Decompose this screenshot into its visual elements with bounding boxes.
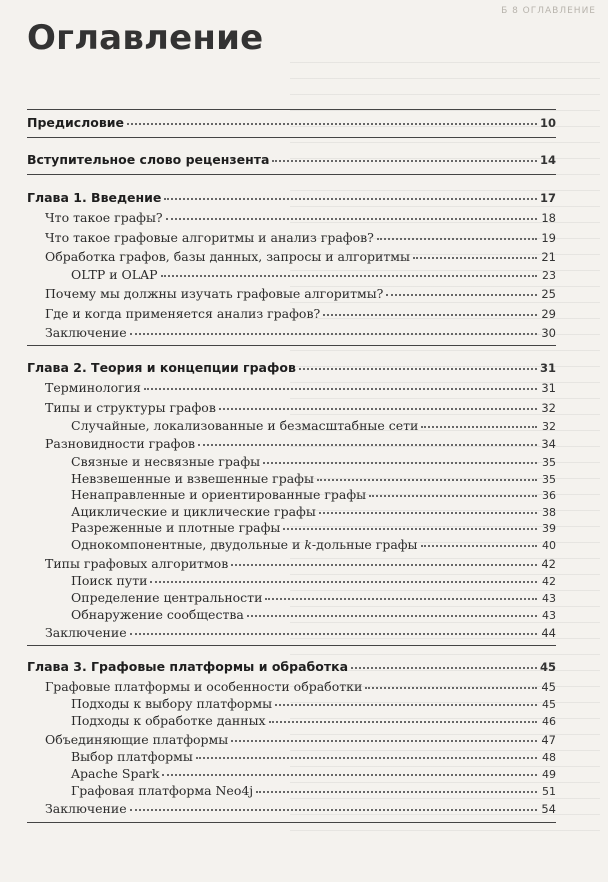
dot-leader — [272, 151, 537, 162]
dot-leader — [413, 248, 537, 259]
dot-leader — [421, 417, 537, 428]
entry-title: Вступительное слово рецензента — [27, 152, 270, 167]
page-number: 42 — [541, 556, 556, 571]
entry-title: Типы и структуры графов — [45, 399, 216, 415]
dot-leader — [351, 658, 537, 669]
dot-leader — [130, 324, 537, 335]
toc-section-entry — [27, 304, 556, 324]
entry-title: Выбор платформы — [71, 749, 193, 765]
dot-leader — [365, 678, 537, 689]
dot-leader — [263, 453, 537, 464]
dot-leader — [377, 229, 537, 240]
toc-chapter-entry — [27, 358, 556, 378]
entry-title: Подходы к обработке данных — [71, 713, 266, 729]
entry-title: Почему мы должны изучать графовые алгоритмы? — [45, 285, 384, 301]
page-number: 42 — [542, 575, 556, 589]
page-number: 32 — [542, 419, 556, 433]
page-number: 36 — [542, 489, 556, 503]
toc-subsection-entry — [27, 454, 556, 471]
entry-title: Случайные, локализованные и безмасштабные сети — [71, 417, 419, 433]
toc-subsection-entry — [27, 487, 556, 504]
entry-title: Apache Spark — [71, 766, 160, 782]
toc-subsection-entry — [27, 749, 556, 766]
entry-title: Обнаружение сообщества — [71, 606, 244, 622]
toc-chapter-entry — [27, 188, 556, 208]
toc-subsection-entry — [27, 537, 556, 554]
page-number: 17 — [539, 191, 556, 205]
page-number: 31 — [539, 361, 556, 376]
dot-leader — [219, 399, 537, 410]
toc-block — [27, 138, 556, 175]
toc-section-entry — [27, 623, 556, 643]
entry-title: Объединяющие платформы — [45, 731, 229, 747]
toc-subsection-entry — [27, 590, 556, 607]
toc-section-entry — [27, 398, 556, 418]
toc-chapter-entry — [27, 150, 556, 170]
dot-leader — [283, 519, 537, 530]
page-number: 30 — [541, 326, 556, 341]
dot-leader — [369, 486, 537, 497]
entry-title: Предисловие — [27, 115, 125, 130]
dot-leader — [130, 624, 537, 635]
entry-title: Определение центральности — [71, 589, 263, 605]
page-number: 48 — [542, 751, 556, 765]
toc-subsection-entry — [27, 418, 556, 435]
page-title: Оглавление — [27, 18, 264, 58]
page-number: 34 — [541, 437, 556, 452]
running-head: Б 8 ОГЛАВЛЕНИЕ — [501, 6, 596, 16]
page-number: 35 — [542, 472, 556, 486]
page-number: 43 — [542, 608, 556, 622]
entry-title: Графовая платформа Neo4j — [71, 782, 254, 798]
dot-leader — [198, 435, 537, 446]
entry-title: Поиск пути — [71, 573, 148, 589]
entry-title: Глава 1. Введение — [27, 190, 162, 205]
dot-leader — [299, 359, 537, 370]
page-number: 23 — [542, 269, 556, 283]
table-of-contents — [27, 109, 556, 823]
toc-section-entry — [27, 730, 556, 750]
entry-title: Что такое графы? — [45, 209, 163, 225]
entry-title: Подходы к выбору платформы — [71, 696, 273, 712]
dot-leader — [196, 748, 537, 759]
page-number: 49 — [542, 768, 556, 782]
page-number: 43 — [542, 591, 556, 605]
entry-title: Ациклические и циклические графы — [71, 503, 316, 519]
dot-leader — [247, 606, 537, 617]
toc-subsection-entry — [27, 267, 556, 284]
toc-block — [27, 109, 556, 138]
dot-leader — [323, 305, 537, 316]
entry-title: Заключение — [45, 325, 127, 341]
toc-subsection-entry — [27, 766, 556, 783]
entry-title: Графовые платформы и особенности обработки — [45, 678, 363, 694]
toc-block — [27, 646, 556, 823]
page-number: 51 — [542, 784, 556, 798]
toc-subsection-entry — [27, 696, 556, 713]
toc-section-entry — [27, 799, 556, 819]
entry-title: Типы графовых алгоритмов — [45, 555, 229, 571]
entry-title: Обработка графов, базы данных, запросы и алгоритмы — [45, 249, 410, 265]
dot-leader — [164, 189, 537, 200]
dot-leader — [256, 782, 537, 793]
page-number: 31 — [541, 380, 556, 395]
toc-section-entry — [27, 208, 556, 228]
entry-title: Что такое графовые алгоритмы и анализ графов? — [45, 229, 374, 245]
entry-title: Невзвешенные и взвешенные графы — [71, 470, 314, 486]
toc-section-entry — [27, 247, 556, 267]
toc-chapter-entry — [27, 113, 556, 133]
toc-block — [27, 346, 556, 646]
entry-title: Глава 3. Графовые платформы и обработка — [27, 658, 349, 674]
entry-title: Разновидности графов — [45, 436, 196, 452]
toc-subsection-entry — [27, 783, 556, 800]
page-number: 40 — [542, 538, 556, 552]
entry-title: OLTP и OLAP — [71, 267, 158, 283]
toc-section-entry — [27, 284, 556, 304]
toc-section-entry — [27, 228, 556, 248]
toc-block — [27, 175, 556, 346]
entry-title: Однокомпонентные, двудольные и k-дольные графы — [71, 536, 418, 552]
page-number: 21 — [541, 250, 556, 265]
page-number: 29 — [541, 306, 556, 321]
page-number: 45 — [542, 698, 556, 712]
page-number: 25 — [541, 286, 556, 301]
page-number: 35 — [542, 455, 556, 469]
toc-section-entry — [27, 378, 556, 398]
dot-leader — [275, 695, 537, 706]
toc-subsection-entry — [27, 471, 556, 488]
page-number: 39 — [542, 522, 556, 536]
toc-section-entry — [27, 434, 556, 454]
toc-subsection-entry — [27, 607, 556, 624]
toc-subsection-entry — [27, 713, 556, 730]
page-number: 46 — [542, 715, 556, 729]
toc-section-entry — [27, 554, 556, 574]
page-number: 45 — [539, 659, 556, 674]
dot-leader — [127, 114, 537, 125]
page-number: 32 — [541, 400, 556, 415]
dot-leader — [130, 800, 537, 811]
page-number: 44 — [541, 626, 556, 641]
page-number: 54 — [541, 802, 556, 817]
page-number: 10 — [539, 116, 556, 130]
toc-subsection-entry — [27, 520, 556, 537]
page-number: 38 — [542, 505, 556, 519]
toc-subsection-entry — [27, 504, 556, 521]
dot-leader — [317, 470, 537, 481]
entry-title: Глава 2. Теория и концепции графов — [27, 360, 296, 376]
entry-title: Заключение — [45, 625, 127, 641]
toc-section-entry — [27, 677, 556, 697]
dot-leader — [161, 266, 537, 277]
toc-chapter-entry — [27, 657, 556, 677]
toc-subsection-entry — [27, 573, 556, 590]
entry-title: Связные и несвязные графы — [71, 453, 261, 469]
entry-title: Разреженные и плотные графы — [71, 520, 281, 536]
dot-leader — [166, 209, 537, 220]
page-number: 19 — [541, 230, 556, 245]
dot-leader — [269, 712, 537, 723]
dot-leader — [231, 555, 537, 566]
dot-leader — [231, 731, 537, 742]
dot-leader — [144, 379, 537, 390]
dot-leader — [386, 285, 537, 296]
page-number: 47 — [541, 732, 556, 747]
dot-leader — [265, 589, 537, 600]
entry-title: Ненаправленные и ориентированные графы — [71, 487, 367, 503]
entry-title: Терминология — [45, 379, 141, 395]
dot-leader — [162, 765, 537, 776]
entry-title: Заключение — [45, 801, 127, 817]
page-number: 14 — [539, 153, 556, 167]
page-number: 45 — [541, 679, 556, 694]
dot-leader — [319, 503, 537, 514]
dot-leader — [421, 536, 537, 547]
page-number: 18 — [541, 210, 556, 225]
toc-section-entry — [27, 323, 556, 343]
dot-leader — [150, 572, 537, 583]
entry-title: Где и когда применяется анализ графов? — [45, 305, 321, 321]
